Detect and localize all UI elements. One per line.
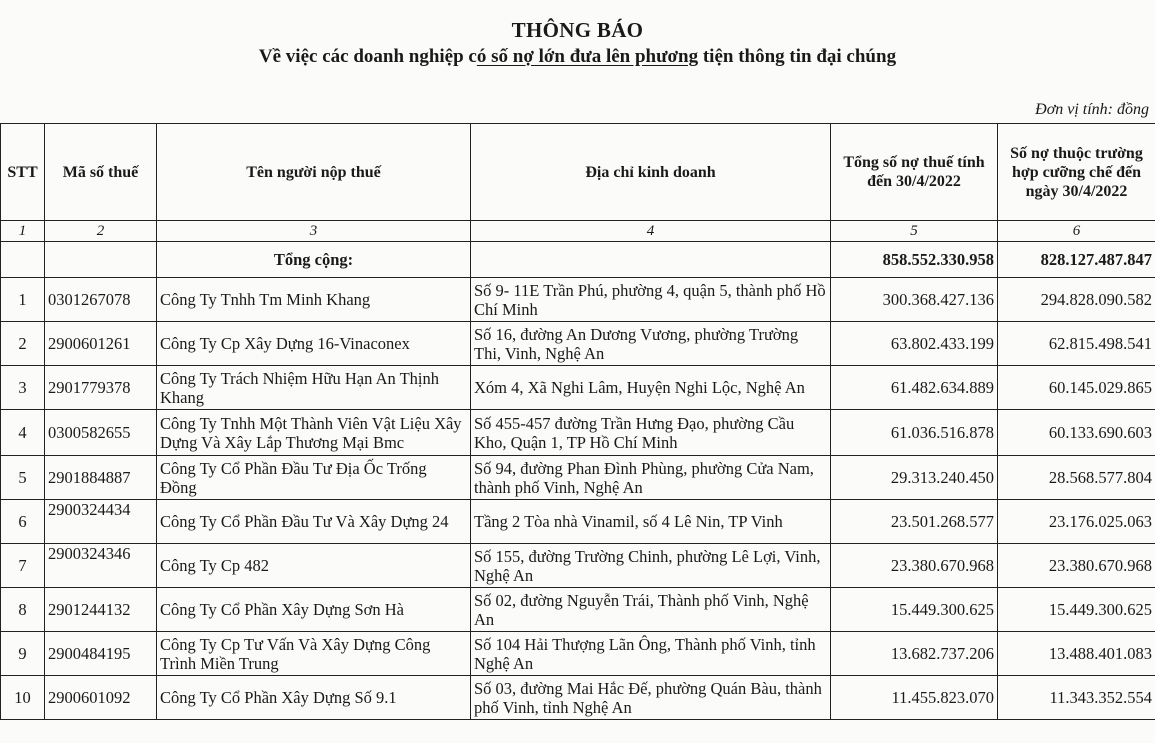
- row-enforced-debt: 294.828.090.582: [998, 278, 1155, 322]
- row-stt: 2: [1, 322, 45, 366]
- row-enforced-debt: 11.343.352.554: [998, 676, 1155, 720]
- row-stt: 3: [1, 366, 45, 410]
- row-taxpayer-name: Công Ty Tnhh Một Thành Viên Vật Liệu Xây Dựng Và Xây Lắp Thương Mại Bmc: [157, 410, 471, 456]
- row-taxpayer-name: Công Ty Cổ Phần Xây Dựng Số 9.1: [157, 676, 471, 720]
- row-stt: 6: [1, 500, 45, 544]
- row-taxpayer-name: Công Ty Cổ Phần Xây Dựng Sơn Hà: [157, 588, 471, 632]
- row-business-address: Số 02, đường Nguyễn Trái, Thành phố Vinh, Nghệ An: [471, 588, 831, 632]
- row-business-address: Xóm 4, Xã Nghi Lâm, Huyện Nghi Lộc, Nghệ An: [471, 366, 831, 410]
- column-number: 1: [1, 221, 45, 242]
- column-header: Tên người nộp thuế: [157, 124, 471, 221]
- column-number: 4: [471, 221, 831, 242]
- column-number: 6: [998, 221, 1155, 242]
- row-total-debt: 61.036.516.878: [831, 410, 998, 456]
- row-tax-code: 2901244132: [45, 588, 157, 632]
- row-total-debt: 13.682.737.206: [831, 632, 998, 676]
- row-stt: 7: [1, 544, 45, 588]
- row-taxpayer-name: Công Ty Trách Nhiệm Hữu Hạn An Thịnh Khang: [157, 366, 471, 410]
- total-row: [1, 242, 1155, 278]
- row-tax-code: 0300582655: [45, 410, 157, 456]
- row-enforced-debt: 23.176.025.063: [998, 500, 1155, 544]
- row-enforced-debt: 13.488.401.083: [998, 632, 1155, 676]
- row-enforced-debt: 60.133.690.603: [998, 410, 1155, 456]
- column-number: 3: [157, 221, 471, 242]
- debt-table: [0, 123, 1155, 720]
- table-row: [1, 278, 1155, 322]
- row-total-debt: 29.313.240.450: [831, 456, 998, 500]
- row-total-debt: 63.802.433.199: [831, 322, 998, 366]
- row-tax-code: 2900324434: [45, 500, 157, 544]
- page-title: THÔNG BÁO: [511, 18, 644, 42]
- table-row: [1, 632, 1155, 676]
- row-total-debt: 23.380.670.968: [831, 544, 998, 588]
- row-business-address: Số 455-457 đường Trần Hưng Đạo, phường Cầu Kho, Quận 1, TP Hồ Chí Minh: [471, 410, 831, 456]
- row-tax-code: 2901884887: [45, 456, 157, 500]
- row-tax-code: 2900601261: [45, 322, 157, 366]
- row-taxpayer-name: Công Ty Cổ Phần Đầu Tư Địa Ốc Trống Đồng: [157, 456, 471, 500]
- row-enforced-debt: 60.145.029.865: [998, 366, 1155, 410]
- row-enforced-debt: 28.568.577.804: [998, 456, 1155, 500]
- table-row: [1, 544, 1155, 588]
- column-number: 5: [831, 221, 998, 242]
- column-header: Số nợ thuộc trường hợp cưỡng chế đến ngày 30/4/2022: [998, 124, 1155, 221]
- total-debt: 858.552.330.958: [831, 242, 998, 278]
- column-number-row: [1, 221, 1155, 242]
- row-stt: 5: [1, 456, 45, 500]
- header-row: [1, 124, 1155, 221]
- row-total-debt: 61.482.634.889: [831, 366, 998, 410]
- row-total-debt: 300.368.427.136: [831, 278, 998, 322]
- subtitle-suffix: tiện thông tin đại chúng: [698, 46, 897, 67]
- row-business-address: Số 16, đường An Dương Vương, phường Trường Thi, Vinh, Nghệ An: [471, 322, 831, 366]
- column-header: Tổng số nợ thuế tính đến 30/4/2022: [831, 124, 998, 221]
- table-row: [1, 410, 1155, 456]
- row-tax-code: 2901779378: [45, 366, 157, 410]
- row-total-debt: 23.501.268.577: [831, 500, 998, 544]
- table-row: [1, 588, 1155, 632]
- row-tax-code: 2900324346: [45, 544, 157, 588]
- total-label: Tổng cộng:: [157, 242, 471, 278]
- table-row: [1, 500, 1155, 544]
- row-taxpayer-name: Công Ty Cp Tư Vấn Và Xây Dựng Công Trình Miền Trung: [157, 632, 471, 676]
- row-stt: 9: [1, 632, 45, 676]
- row-taxpayer-name: Công Ty Cp Xây Dựng 16-Vinaconex: [157, 322, 471, 366]
- page-subtitle: [0, 46, 1155, 68]
- row-business-address: Số 94, đường Phan Đình Phùng, phường Cửa Nam, thành phố Vinh, Nghệ An: [471, 456, 831, 500]
- row-enforced-debt: 62.815.498.541: [998, 322, 1155, 366]
- row-stt: 10: [1, 676, 45, 720]
- column-number: 2: [45, 221, 157, 242]
- row-enforced-debt: 15.449.300.625: [998, 588, 1155, 632]
- column-header: Mã số thuế: [45, 124, 157, 221]
- row-stt: 4: [1, 410, 45, 456]
- subtitle-underlined: ó số nợ lớn đưa lên phương: [476, 46, 699, 67]
- row-business-address: Số 03, đường Mai Hắc Đế, phường Quán Bàu, thành phố Vinh, tỉnh Nghệ An: [471, 676, 831, 720]
- row-business-address: Số 9- 11E Trần Phú, phường 4, quận 5, thành phố Hồ Chí Minh: [471, 278, 831, 322]
- row-tax-code: 2900484195: [45, 632, 157, 676]
- table-row: [1, 676, 1155, 720]
- row-taxpayer-name: Công Ty Cp 482: [157, 544, 471, 588]
- row-stt: 8: [1, 588, 45, 632]
- row-business-address: Số 104 Hải Thượng Lãn Ông, Thành phố Vinh, tỉnh Nghệ An: [471, 632, 831, 676]
- row-tax-code: 2900601092: [45, 676, 157, 720]
- column-header: Địa chỉ kinh doanh: [471, 124, 831, 221]
- total-enforced-debt: 828.127.487.847: [998, 242, 1155, 278]
- table-row: [1, 322, 1155, 366]
- row-total-debt: 15.449.300.625: [831, 588, 998, 632]
- table-row: [1, 366, 1155, 410]
- column-header: STT: [1, 124, 45, 221]
- row-taxpayer-name: Công Ty Tnhh Tm Minh Khang: [157, 278, 471, 322]
- row-total-debt: 11.455.823.070: [831, 676, 998, 720]
- subtitle-prefix: Về việc các doanh nghiệp c: [258, 46, 477, 67]
- row-enforced-debt: 23.380.670.968: [998, 544, 1155, 588]
- row-taxpayer-name: Công Ty Cổ Phần Đầu Tư Và Xây Dựng 24: [157, 500, 471, 544]
- table-row: [1, 456, 1155, 500]
- row-tax-code: 0301267078: [45, 278, 157, 322]
- row-stt: 1: [1, 278, 45, 322]
- unit-label: Đơn vị tính: đồng: [1035, 101, 1149, 118]
- row-business-address: Số 155, đường Trường Chinh, phường Lê Lợi, Vinh, Nghệ An: [471, 544, 831, 588]
- row-business-address: Tầng 2 Tòa nhà Vinamil, số 4 Lê Nin, TP Vinh: [471, 500, 831, 544]
